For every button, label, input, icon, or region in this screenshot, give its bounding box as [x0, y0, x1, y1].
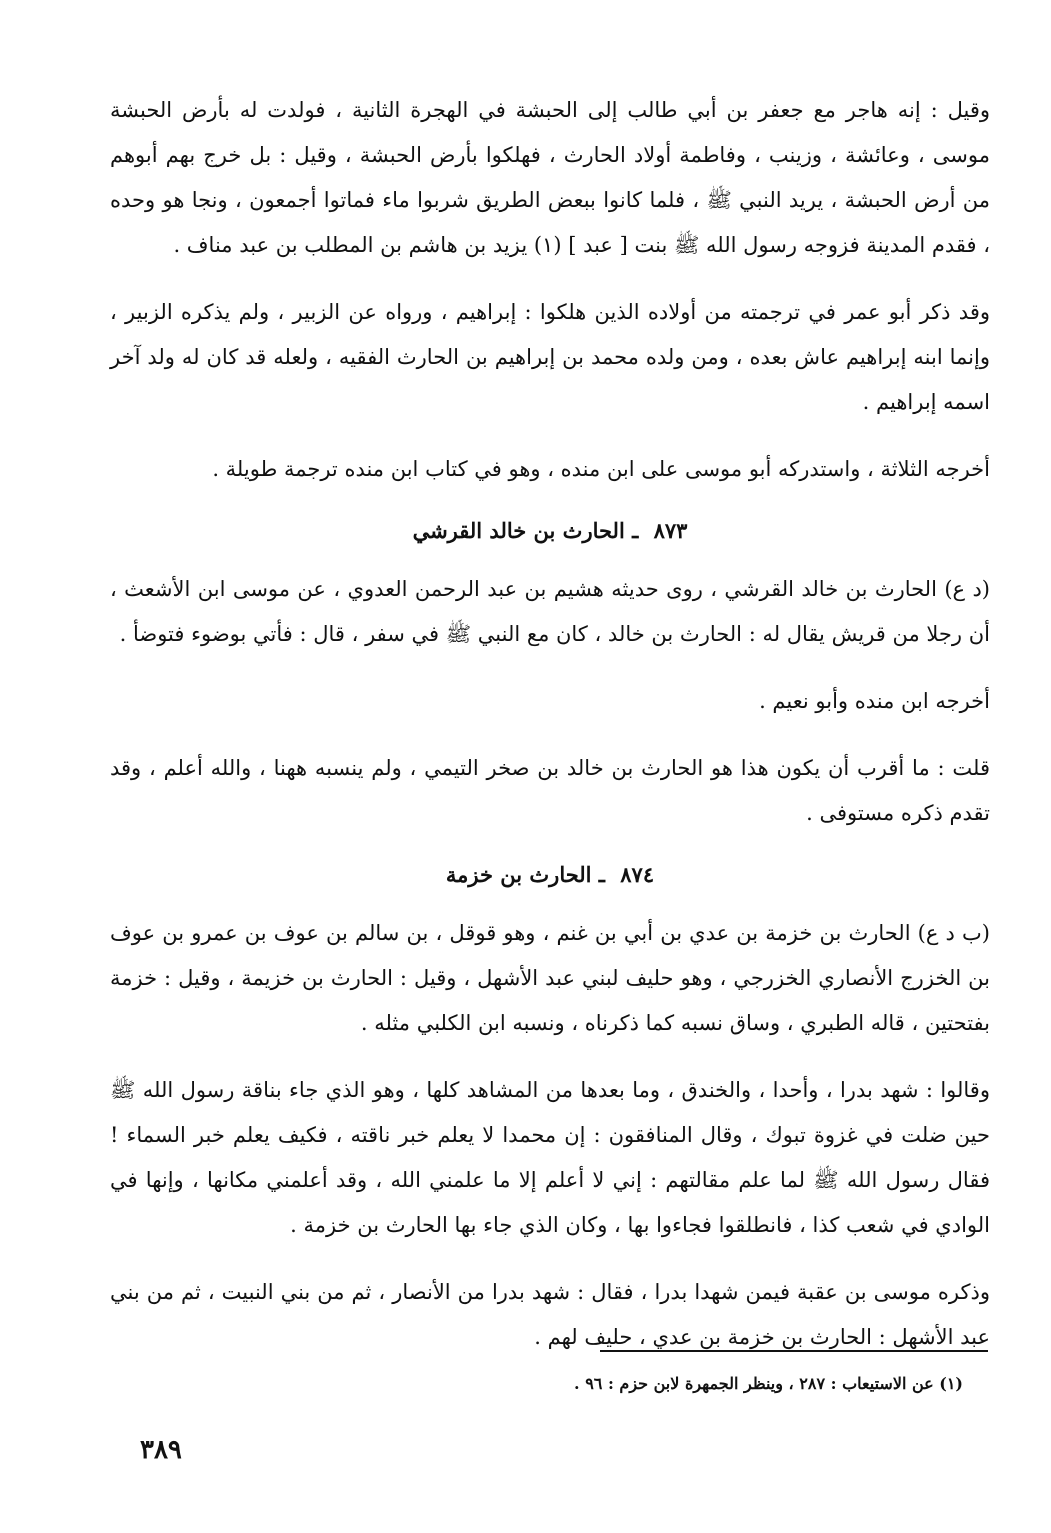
entry-number: ٨٧٤ — [620, 862, 655, 887]
paragraph: وذكره موسى بن عقبة فيمن شهدا بدرا ، فقال : شهد بدرا من الأنصار ، ثم من بني النبيت ، ثم من بني عبد الأشهل : الحارث بن خزمة بن عدي ، حليف لهم . — [110, 1280, 990, 1349]
page-body — [110, 88, 990, 1382]
footnote: (١) عن الاستيعاب : ٢٨٧ ، وينظر الجمهرة لابن حزم : ٩٦ . — [574, 1374, 963, 1393]
paragraph: (د ع) الحارث بن خالد القرشي ، روى حديثه هشيم بن عبد الرحمن العدوي ، عن موسى ابن الأشعث ، أن رجلا من قريش يقال له : الحارث بن خالد ، كان مع النبي ﷺ في سفر ، قال : فأتي بوضوء فتوضأ . — [110, 577, 990, 646]
entry-heading-873 — [110, 518, 990, 543]
paragraph: وقد ذكر أبو عمر في ترجمته من أولاده الذين هلكوا : إبراهيم ، ورواه عن الزبير ، ولم يذكره الزبير ، وإنما ابنه إبراهيم عاش بعده ، ومن ولده محمد بن إبراهيم بن الحارث الفقيه ، ولعله قد كان له ولد آخر اسمه إبراهيم . — [110, 300, 991, 414]
entry-heading-874 — [110, 862, 990, 887]
entry-title: ـ الحارث بن خزمة — [445, 862, 605, 887]
paragraph: وقيل : إنه هاجر مع جعفر بن أبي طالب إلى الحبشة في الهجرة الثانية ، فولدت له بأرض الحبشة موسى ، وعائشة ، وزينب ، وفاطمة أولاد الحارث ، فهلكوا بأرض الحبشة ، وقيل : بل خرج بهم أبوهم من أرض الحبشة ، يريد النبي ﷺ ، فلما كانوا ببعض الطريق شربوا ماء فماتوا أجمعون ، ونجا هو وحده ، فقدم المدينة فزوجه رسول الله ﷺ بنت [ عبد ] (١) يزيد بن هاشم بن المطلب بن عبد مناف . — [110, 98, 990, 257]
footnote-divider — [600, 1350, 988, 1352]
paragraph: قلت : ما أقرب أن يكون هذا هو الحارث بن خالد بن صخر التيمي ، ولم ينسبه ههنا ، والله أعلم ، وقد تقدم ذكره مستوفى . — [110, 756, 990, 825]
entry-title: ـ الحارث بن خالد القرشي — [412, 518, 639, 543]
paragraph: أخرجه الثلاثة ، واستدركه أبو موسى على ابن منده ، وهو في كتاب ابن منده ترجمة طويلة . — [212, 457, 990, 481]
paragraph: أخرجه ابن منده وأبو نعيم . — [759, 689, 990, 713]
entry-number: ٨٧٣ — [653, 518, 688, 543]
page-number: ٣٨٩ — [140, 1435, 182, 1465]
paragraph: (ب د ع) الحارث بن خزمة بن عدي بن أبي بن غنم ، وهو قوقل ، بن سالم بن عوف بن عمرو بن عوف بن الخزرج الأنصاري الخزرجي ، وهو حليف لبني عبد الأشهل ، وقيل : الحارث بن خزيمة ، وقيل : خزمة بفتحتين ، قاله الطبري ، وساق نسبه كما ذكرناه ، ونسبه ابن الكلبي مثله . — [110, 921, 990, 1035]
paragraph: وقالوا : شهد بدرا ، وأحدا ، والخندق ، وما بعدها من المشاهد كلها ، وهو الذي جاء بناقة رسول الله ﷺ حين ضلت في غزوة تبوك ، وقال المنافقون : إن محمدا لا يعلم خبر ناقته ، فكيف يعلم خبر السماء ! فقال رسول الله ﷺ لما علم مقالتهم : إني لا أعلم إلا ما علمني الله ، وقد أعلمني مكانها ، وإنها في الوادي في شعب كذا ، فانطلقوا فجاءوا بها ، وكان الذي جاء بها الحارث بن خزمة . — [110, 1078, 990, 1237]
